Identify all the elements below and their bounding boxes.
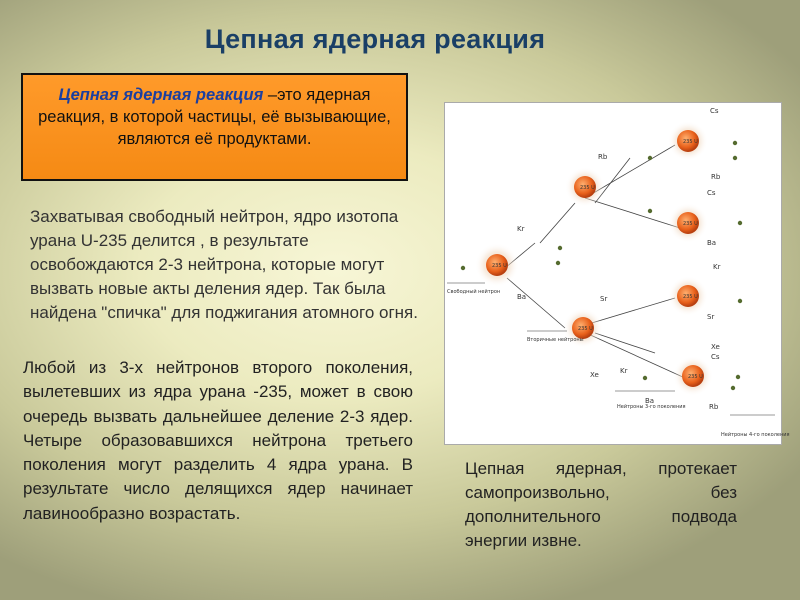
chain-reaction-diagram: [444, 102, 790, 445]
nucleus-2: [565, 167, 605, 207]
svg-text:Cs: Cs: [710, 107, 719, 115]
svg-text:235 U: 235 U: [683, 221, 698, 227]
svg-text:Ba: Ba: [517, 293, 527, 301]
svg-text:235 U: 235 U: [683, 294, 698, 300]
svg-text:Kr: Kr: [517, 225, 525, 233]
svg-text:Kr: Kr: [620, 367, 628, 375]
svg-text:Нейтроны 4-го поколения: Нейтроны 4-го поколения: [721, 432, 790, 438]
definition-term: Цепная ядерная реакция: [58, 86, 264, 104]
definition-text: –это ядерная реакция, в которой частицы, её вызывающие, являются её продуктами.: [38, 86, 391, 148]
svg-text:235 U: 235 U: [578, 326, 593, 332]
svg-text:Sr: Sr: [707, 313, 715, 321]
svg-text:Cs: Cs: [707, 189, 716, 197]
paragraph-spontaneous: Цепная ядерная, протекает самопроизвольно, без дополнительного подвода энергии извне.: [465, 459, 737, 550]
svg-text:235 U: 235 U: [683, 139, 698, 145]
svg-text:235 U: 235 U: [580, 185, 595, 191]
svg-text:Ba: Ba: [645, 397, 655, 405]
svg-text:Rb: Rb: [598, 153, 608, 161]
nucleus-6: [668, 276, 708, 316]
svg-text:Sr: Sr: [600, 295, 608, 303]
paragraph-capture: Захватывая свободный нейтрон, ядро изотопа урана U-235 делится , в результате освобождаются 2-3 нейтрона, которые могут вызвать новые акты деления ядер. Так была найдена "спичка" для поджигания атомного огня.: [30, 207, 418, 322]
definition-box: [21, 73, 408, 181]
svg-text:Rb: Rb: [711, 173, 721, 181]
svg-text:Вторичные нейтроны: Вторичные нейтроны: [527, 337, 584, 343]
svg-text:Rb: Rb: [709, 403, 719, 411]
svg-text:Cs: Cs: [711, 353, 720, 361]
nucleus-4: [668, 121, 708, 161]
nucleus-5: [668, 203, 708, 243]
generation-captions: [447, 283, 790, 438]
svg-text:235 U: 235 U: [688, 374, 703, 380]
nucleus-1: [475, 243, 519, 287]
svg-text:235 U: 235 U: [492, 263, 507, 269]
svg-text:Xe: Xe: [590, 371, 599, 379]
paragraph-second-generation: Любой из 3-х нейтронов второго поколения, вылетевших из ядра урана -235, может в свою очередь вызвать дальнейшее деление 2-3 ядер. Четыре образовавшихся нейтрона третьего поколения могут разделить 4 ядра урана. В результате число делящихся ядер начинает лавинообразно возрастать.: [23, 358, 413, 523]
svg-text:Нейтроны 3-го поколения: Нейтроны 3-го поколения: [617, 404, 686, 410]
svg-text:Ba: Ba: [707, 239, 717, 247]
nucleus-8: [445, 99, 460, 105]
svg-text:Kr: Kr: [713, 263, 721, 271]
svg-text:Свободный нейтрон: Свободный нейтрон: [447, 289, 501, 295]
chain-reaction-svg: [445, 103, 790, 444]
slide-title: Цепная ядерная реакция: [204, 24, 546, 54]
svg-text:Xe: Xe: [711, 343, 720, 351]
nucleus-7: [673, 356, 713, 396]
